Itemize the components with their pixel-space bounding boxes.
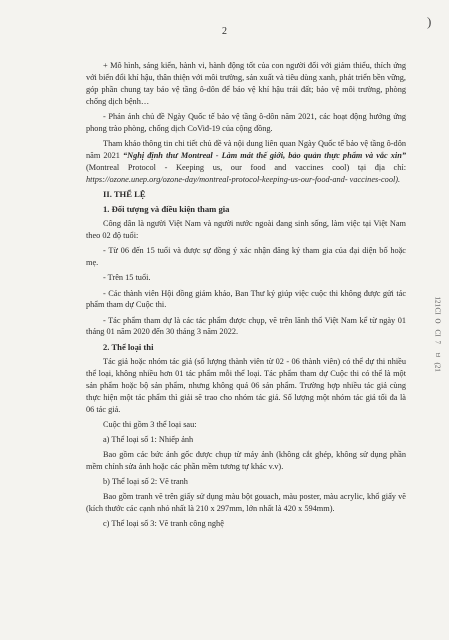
paragraph-authors: Tác giả hoặc nhóm tác giả (số lượng thành viên từ 02 - 06 thành viên) có thể dự thi nhiều thể loại, không nhiều hơn 01 tác phẩm mỗi thể loại. Tác phẩm tham dự Cuộc thi có thể là một sản phẩm hoặc bộ sản phẩm, nhưng không quá 06 sản phẩm. Trường hợp nhiều tác giả cùng thực hiện một tác phẩm thì giải sẽ trao cho nhóm tác giả. Số lượng một nhóm tác giả tối đa là 06 tác giả. [86, 357, 406, 415]
paragraph-category-photo: a) Thể loại số 1: Nhiếp ảnh [103, 435, 194, 445]
margin-note: 7 [433, 340, 442, 344]
paragraph-entry-period: - Tác phẩm tham dự là các tác phẩm được chụp, vẽ trên lãnh thổ Việt Nam kể từ ngày 01 tháng 01 năm 2020 đến 30 tháng 3 năm 2022. [86, 315, 406, 337]
reference-text: Tham khảo thông tin chi tiết chủ đề và nội dung liên quan Ngày Quốc tế bảo vệ tầng ô-dôn năm 2021 [86, 138, 406, 160]
paragraph-three-categories: Cuộc thi gồm 3 thể loại sau: [103, 420, 197, 430]
reference-link[interactable]: https://ozone.unep.org/ozone-day/montreal-protocol-keeping-us-our-food-and- vaccines-cool). [86, 174, 401, 184]
margin-note: CI [433, 307, 442, 315]
paragraph-model-initiatives: + Mô hình, sáng kiến, hành vi, hành động tốt của con người đối với giảm thiểu, thích ứng với biến đổi khí hậu, thân thiện với môi trường, sản xuất và tiêu dùng xanh, phát triển bền vững, góp phần chung tay bảo vệ tầng ô-dôn để bảo vệ khí hậu trái đất; bảo vệ môi trường, phòng chống dịch bệnh… [86, 61, 406, 106]
paragraph-reflect-theme: - Phản ánh chủ đề Ngày Quốc tế bảo vệ tầng ô-dôn năm 2021, các hoạt động hưởng ứng phong trào phòng, chống dịch CoViđ-19 của cộng đồng. [86, 111, 406, 133]
reference-text-2: (Montreal Protocol - Keeping us, our food and vaccines cool) tại địa chỉ: [86, 162, 406, 172]
margin-note: (21 [433, 362, 442, 372]
paragraph-jury-excluded: - Các thành viên Hội đồng giám khảo, Ban Thư ký giúp việc cuộc thi không được gửi tác phẩm tham dự Cuộc thi. [86, 288, 406, 310]
reference-theme-title: “Nghị định thư Montreal - Làm mát thế giới, bảo quản thực phẩm và vắc xin” [122, 150, 406, 160]
margin-note: CI [433, 329, 442, 337]
corner-mark: ) [427, 14, 432, 29]
heading-eligibility: 1. Đối tượng và điều kiện tham gia [103, 203, 230, 214]
paragraph-age-6-15: - Từ 06 đến 15 tuổi và được sự đồng ý xác nhận đăng ký tham gia của đại diện bố hoặc mẹ. [86, 246, 406, 268]
paragraph-citizens: Công dân là người Việt Nam và người nước ngoài đang sinh sống, làm việc tại Việt Nam theo 02 độ tuổi: [86, 219, 406, 241]
paragraph-reference-info [86, 138, 406, 186]
heading-categories: 2. Thể loại thi [103, 341, 154, 352]
margin-note: ㅂ [433, 351, 442, 359]
margin-note: O [433, 318, 442, 324]
paragraph-photo-desc: Bao gồm các bức ảnh gốc được chụp từ máy ảnh (không cắt ghép, không sử dụng phần mềm chỉnh sửa ảnh hoặc các phần mềm tương tự khác v.v). [86, 450, 406, 472]
margin-note: 121 [433, 296, 442, 307]
heading-rules: II. THỂ LỆ [103, 188, 146, 199]
paragraph-painting-desc: Bao gồm tranh vẽ trên giấy sử dụng màu bột gouach, màu poster, màu acrylic, khổ giấy vẽ (kích thước các cạnh nhỏ nhất là 210 x 297mm, lớn nhất là 420 x 594mm). [86, 492, 406, 514]
document-body [86, 60, 406, 534]
paragraph-category-digital: c) Thể loại số 3: Vẽ tranh công nghệ [103, 519, 224, 529]
margin-notes [430, 298, 444, 375]
paragraph-category-painting: b) Thể loại số 2: Vẽ tranh [103, 477, 188, 487]
paragraph-age-over-15: - Trên 15 tuổi. [103, 273, 151, 283]
page-number: 2 [222, 26, 227, 37]
